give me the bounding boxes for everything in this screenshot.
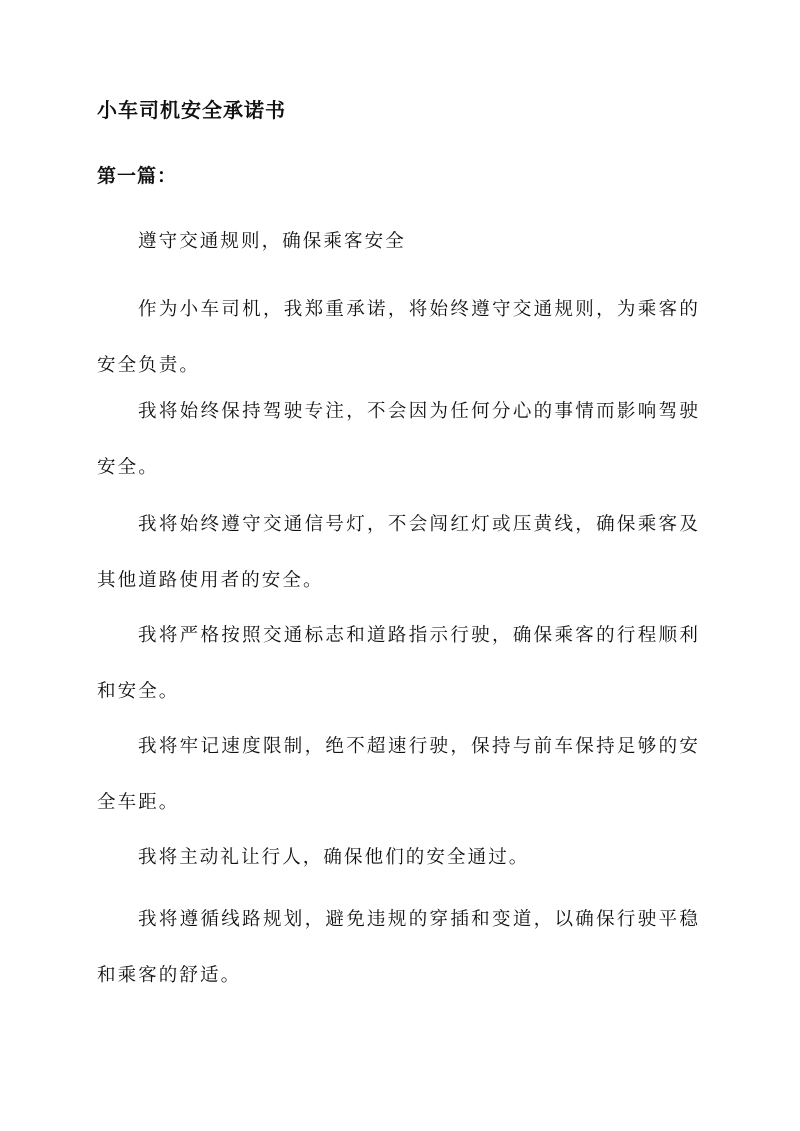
paragraph-traffic-lights: 我将始终遵守交通信号灯，不会闯红灯或压黄线，确保乘客及其他道路使用者的安全。 xyxy=(97,514,700,591)
document-title: 小车司机安全承诺书 xyxy=(97,98,286,122)
paragraph-pledge-intro: 作为小车司机，我郑重承诺，将始终遵守交通规则，为乘客的安全负责。 xyxy=(97,299,700,376)
paragraph-route-planning: 我将遵循线路规划，避免违规的穿插和变道，以确保行驶平稳和乘客的舒适。 xyxy=(97,909,700,986)
paragraph-focus: 我将始终保持驾驶专注，不会因为任何分心的事情而影响驾驶安全。 xyxy=(97,401,700,478)
paragraph-pedestrians: 我将主动礼让行人，确保他们的安全通过。 xyxy=(138,847,530,868)
section-heading: 第一篇： xyxy=(97,165,178,187)
paragraph-traffic-signs: 我将严格按照交通标志和道路指示行驶，确保乘客的行程顺利和安全。 xyxy=(97,625,700,702)
paragraph-speed-limit: 我将牢记速度限制，绝不超速行驶，保持与前车保持足够的安全车距。 xyxy=(97,736,700,813)
paragraph-subtitle: 遵守交通规则，确保乘客安全 xyxy=(138,231,406,252)
